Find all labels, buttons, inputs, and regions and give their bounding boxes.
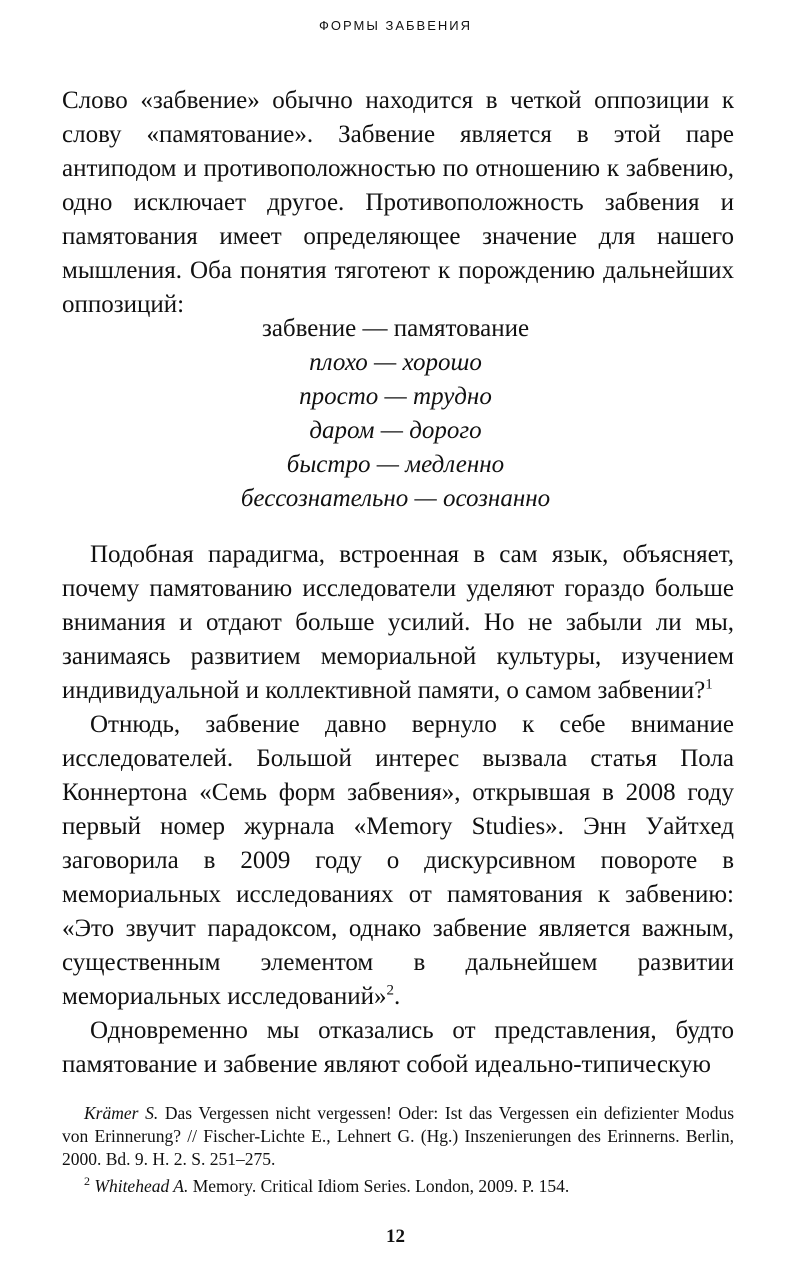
- page-number: 12: [386, 1226, 405, 1247]
- footnote-author: Krämer S.: [84, 1103, 159, 1123]
- footnotes: [62, 1102, 734, 1202]
- footnote-author: Whitehead A.: [94, 1176, 189, 1196]
- paragraph-2: [62, 538, 734, 708]
- paragraph-3-text: Отнюдь, забвение давно вернуло к себе внимание исследователей. Большой интерес вызвала статья Пола Коннертона «Семь форм забвения», открывшая в 2008 году первый номер журнала «Memory Studies». Энн Уайтхед заговорила в 2009 году о дискурсивном повороте в мемориальных исследованиях от памятования к забвению: «Это звучит парадоксом, однако забвение является важным, существенным элементом в дальнейшем развитии мемориальных исследований»: [62, 711, 734, 1010]
- footnote-ref-1: 1: [705, 676, 713, 693]
- footnote-1: [62, 1102, 734, 1171]
- footnote-text: Memory. Critical Idiom Series. London, 2009. P. 154.: [188, 1176, 570, 1196]
- oppositions-list: [0, 312, 791, 516]
- footnote-number: 2: [84, 1174, 90, 1189]
- footnote-text: Das Vergessen nicht vergessen! Oder: Ist das Vergessen ein defizienter Modus von Erinnerung? // Fischer-Lichte E., Lehnert G. (Hg.) Inszenierungen des Erinnerns. Berlin, 2000. Bd. 9. H. 2. S. 251–275.: [62, 1103, 734, 1169]
- paragraph-4: Одновременно мы отказались от представления, будто памятование и забвение являют собой идеально-типическую: [62, 1017, 734, 1078]
- footnote-2: [62, 1175, 734, 1198]
- opposition-line: просто — трудно: [299, 383, 492, 410]
- opposition-line: даром — дорого: [309, 417, 482, 444]
- opposition-line: бессознательно — осознанно: [240, 485, 551, 512]
- footnote-ref-2: 2: [386, 982, 394, 999]
- opposition-line: забвение — памятование: [261, 315, 530, 342]
- paragraph-3-end: .: [393, 983, 401, 1010]
- opposition-line: быстро — медленно: [286, 451, 505, 478]
- paragraph-3: [62, 708, 734, 1014]
- opposition-line: плохо — хорошо: [309, 349, 482, 376]
- paragraph-2-text: Подобная парадигма, встроенная в сам язык, объясняет, почему памятованию исследователи уделяют гораздо больше внимания и отдают больше усилий. Но не забыли ли мы, занимаясь развитием мемориальной культуры, изучением индивидуальной и коллективной памяти, о самом забвении?: [62, 541, 734, 704]
- intro-paragraph: Слово «забвение» обычно находится в четкой оппозиции к слову «памятование». Забвение является в этой паре антиподом и противоположностью по отношению к забвению, одно исключает другое. Противоположность забвения и памятования имеет определяющее значение для нашего мышления. Оба понятия тяготеют к порождению дальнейших оппозиций:: [62, 87, 734, 318]
- running-head: ФОРМЫ ЗАБВЕНИЯ: [319, 18, 472, 33]
